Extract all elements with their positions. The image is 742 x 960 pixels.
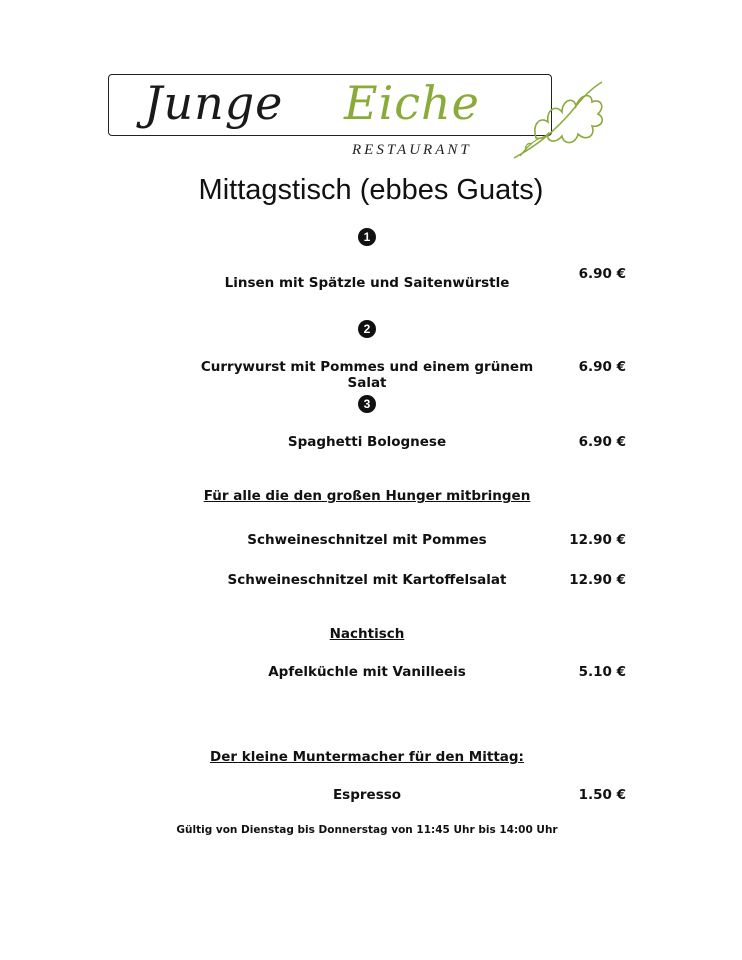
menu-item-dish: Schweineschnitzel mit Pommes [247,532,487,548]
restaurant-logo [108,72,608,164]
menu-item-price: 6.90 € [578,359,626,375]
logo-word-eiche: Eiche [344,76,480,130]
menu-item-price: 12.90 € [569,532,626,548]
menu-item-dish: Currywurst mit Pommes und einem grünem Salat [200,359,534,391]
section-heading-dessert: Nachtisch [329,626,405,642]
oak-leaf-icon [506,76,610,164]
menu-item-dish: Linsen mit Spätzle und Saitenwürstle [224,275,510,291]
menu-item-dish: Espresso [332,787,402,803]
menu-item-price: 5.10 € [578,664,626,680]
menu-item-dish: Schweineschnitzel mit Kartoffelsalat [227,572,507,588]
option-number-badge: 1 [358,228,376,246]
option-number-badge: 3 [358,395,376,413]
menu-item-dish: Spaghetti Bolognese [287,434,447,450]
validity-note: Gültig von Dienstag bis Donnerstag von 11:45 Uhr bis 14:00 Uhr [176,824,558,836]
section-heading-big-hunger: Für alle die den großen Hunger mitbringen [203,488,531,504]
section-heading-pick-me-up: Der kleine Muntermacher für den Mittag: [210,749,524,765]
logo-word-junge: Junge [144,76,284,130]
option-number-badge: 2 [358,320,376,338]
menu-item-price: 12.90 € [569,572,626,588]
menu-item-price: 6.90 € [578,434,626,450]
menu-item-price: 1.50 € [578,787,626,803]
logo-subtitle: RESTAURANT [352,142,472,158]
page-title: Mittagstisch (ebbes Guats) [198,174,544,206]
menu-item-dish: Apfelküchle mit Vanilleeis [268,664,466,680]
menu-item-price: 6.90 € [578,266,626,282]
